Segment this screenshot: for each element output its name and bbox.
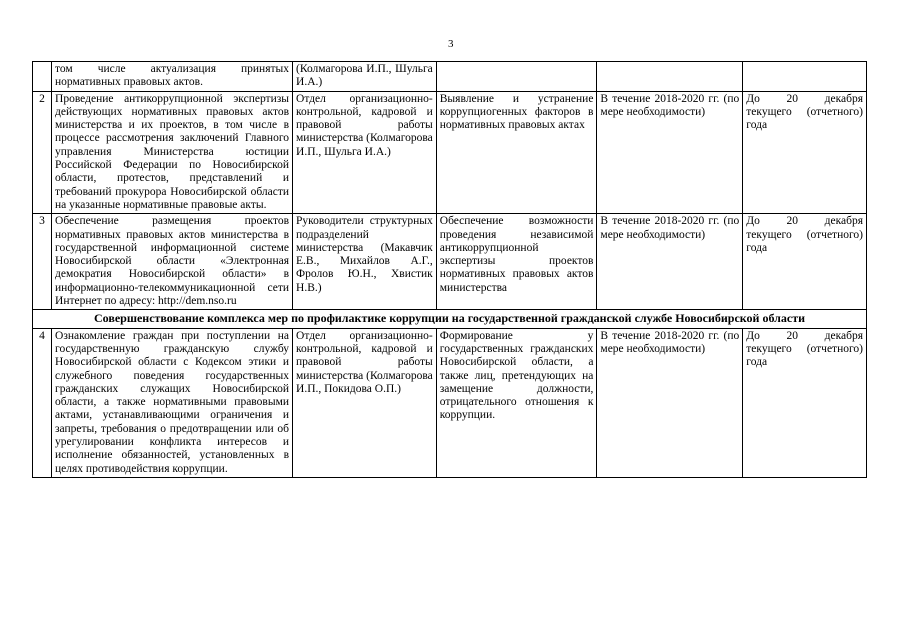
responsible-cell: Руководители структурных подразделений министерства (Макавчик Е.В., Михайлов А.Г., Фролов Ю.Н., Хвистик Н.В.) [293,214,437,310]
row-number: 2 [33,91,52,214]
action-cell: Ознакомление граждан при поступлении на государственную гражданскую службу Новосибирской области с Кодексом этики и служебного поведения государственных гражданских служащих Новосибирской области, а также нормативными правовыми актами, устанавливающими ограничения и запреты, требования о предотвращении или об урегулировании конфликта интересов и исполнение обязанностей, установленных в целях противодействия коррупции. [52,328,293,477]
responsible-cell: Отдел организационно-контрольной, кадровой и правовой работы министерства (Колмагорова И.П., Покидова О.П.) [293,328,437,477]
term-cell: В течение 2018-2020 гг. (по мере необходимости) [597,214,743,310]
result-cell: Обеспечение возможности проведения независимой антикоррупционной экспертизы проектов нормативных правовых актов министерства [436,214,597,310]
table-row [33,328,867,477]
page-number: 3 [448,38,454,50]
action-cell: Проведение антикоррупционной экспертизы действующих нормативных правовых актов министерства и их проектов, в том числе в процессе рассмотрения заключений Главного управления Министерства юстиции Российской Федерации по Новосибирской области, протестов, представлений и требований прокурора Новосибирской области на указанные нормативные правовые акты. [52,91,293,214]
result-cell: Выявление и устранение коррупциогенных факторов в нормативных правовых актах [436,91,597,214]
action-cell: том числе актуализация принятых нормативных правовых актов. [52,62,293,92]
anticorruption-plan-table [32,61,867,478]
term-cell: В течение 2018-2020 гг. (по мере необходимости) [597,91,743,214]
term-cell [597,62,743,92]
report-cell [743,62,867,92]
table-row [33,91,867,214]
result-cell: Формирование у государственных гражданских Новосибирской области, а также лиц, претендующих на замещение должности, отрицательного отношения к коррупции. [436,328,597,477]
row-number: 3 [33,214,52,310]
report-cell: До 20 декабря текущего (отчетного) года [743,328,867,477]
section-title: Совершенствование комплекса мер по профилактике коррупции на государственной гражданской службе Новосибирской области [33,310,867,328]
term-cell: В течение 2018-2020 гг. (по мере необходимости) [597,328,743,477]
row-number: 4 [33,328,52,477]
action-cell: Обеспечение размещения проектов нормативных правовых актов министерства в государственной информационной системе Новосибирской области «Электронная демократия Новосибирской области» в информационно-телекоммуникационной сети Интернет по адресу: http://dem.nso.ru [52,214,293,310]
table-row [33,62,867,92]
result-cell [436,62,597,92]
responsible-cell: Отдел организационно-контрольной, кадровой и правовой работы министерства (Колмагорова И.П., Шульга И.А.) [293,91,437,214]
report-cell: До 20 декабря текущего (отчетного) года [743,91,867,214]
section-header-row [33,310,867,328]
responsible-cell: (Колмагорова И.П., Шульга И.А.) [293,62,437,92]
report-cell: До 20 декабря текущего (отчетного) года [743,214,867,310]
table-row [33,214,867,310]
row-number [33,62,52,92]
